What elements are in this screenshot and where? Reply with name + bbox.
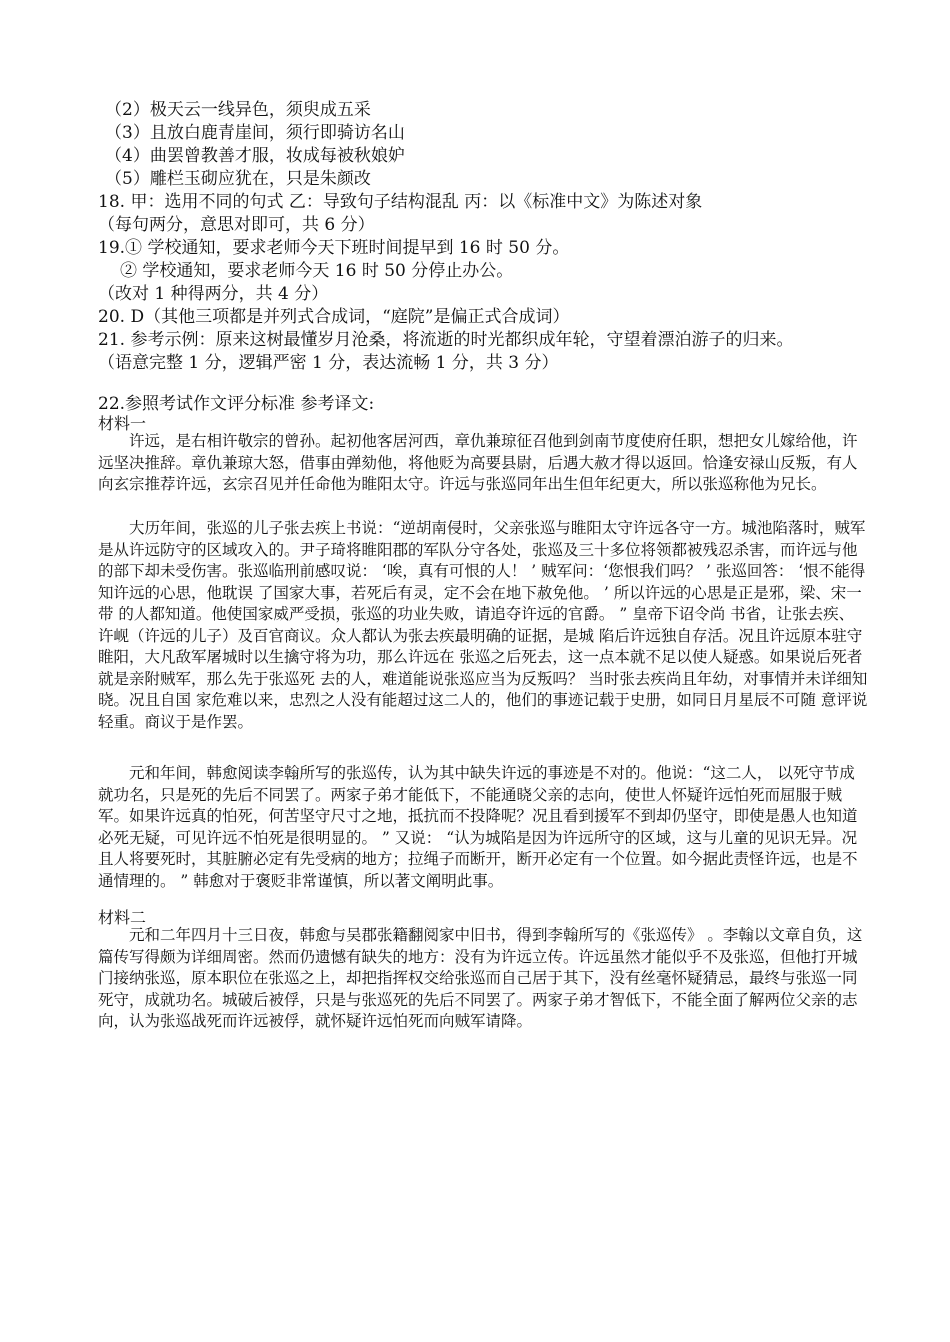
answer-22-heading: 22.参照考试作文评分标准 参考译文: [98,394,375,414]
answer-17-item-3: （3）且放白鹿青崖间，须行即骑访名山 [105,123,405,143]
material-1-paragraph-3: 元和年间，韩愈阅读李翰所写的张巡传，认为其中缺失许远的事迹是不对的。他说：“这二人， 以死守节成就功名，只是死的先后不同罢了。两家子弟才能低下，不能通晓父亲的志向，使世人怀疑许远怕死而屈服于贼军。如果许远真的怕死，何苦坚守尺寸之地，抵抗而不投降呢？况且看到援军不到却仍坚守，即使是愚人也知道必死无疑，可见许远不怕死是很明显的。 ” 又说： “认为城陷是因为许远所守的区域，这与儿童的见识无异。况且人将要死时，其脏腑必定有先受病的地方；拉绳子而断开，断开必定有一个位置。如今据此责怪许远，也是不通情理的。 ” 韩愈对于褒贬非常谨慎，所以著文阐明此事。 [98,764,858,890]
answer-17-item-4: （4）曲罢曾教善才服，妆成每被秋娘妒 [105,146,405,166]
answer-17-item-2: （2）极天云一线异色，须臾成五采 [105,100,371,120]
answer-19-option-2: ② 学校通知，要求老师今天 16 时 50 分停止办公。 [120,261,514,281]
answer-17-item-5: （5）雕栏玉砌应犹在，只是朱颜改 [105,169,371,189]
material-2-paragraph-1: 元和二年四月十三日夜，韩愈与吴郡张籍翻阅家中旧书，得到李翰所写的《张巡传》 。李翰以文章自负，这篇传写得颇为详细周密。然而仍遗憾有缺失的地方：没有为许远立传。许远虽然才能似乎不及张巡，但他打开城门接纳张巡，原本职位在张巡之上，却把指挥权交给张巡而自己居于其下，没有丝毫怀疑猜忌，最终与张巡一同死守，成就功名。城破后被俘，只是与张巡死的先后不同罢了。两家子弟才智低下，不能全面了解两位父亲的志向，认为张巡战死而许远被俘，就怀疑许远怕死而向贼军请降。 [98,926,863,1030]
answer-19-option-1: 19.① 学校通知，要求老师今天下班时间提早到 16 时 50 分。 [98,238,570,258]
material-1-paragraph-1: 许远，是右相许敬宗的曾孙。起初他客居河西，章仇兼琼征召他到剑南节度使府任职，想把女儿嫁给他，许远坚决推辞。章仇兼琼大怒，借事由弹劾他，将他贬为高要县尉，后遇大赦才得以返回。恰逢安禄山反叛，有人向玄宗推荐许远，玄宗召见并任命他为睢阳太守。许远与张巡同年出生但年纪更大，所以张巡称他为兄长。 [98,432,858,493]
answer-20: 20. D（其他三项都是并列式合成词，“庭院”是偏正式合成词） [98,307,570,327]
answer-18-score: （每句两分，意思对即可，共 6 分） [98,215,375,235]
answer-21-score: （语意完整 1 分，逻辑严密 1 分，表达流畅 1 分，共 3 分） [98,353,559,373]
answer-19-score: （改对 1 种得两分，共 4 分） [98,284,329,304]
material-1-label: 材料一 [98,414,147,433]
answer-21: 21. 参考示例：原来这树最懂岁月沧桑，将流逝的时光都织成年轮，守望着漂泊游子的归来。 [98,330,794,350]
material-2-label: 材料二 [98,908,147,927]
answer-18: 18. 甲：选用不同的句式 乙：导致句子结构混乱 丙：以《标准中文》为陈述对象 [98,192,703,212]
material-1-paragraph-2: 大历年间，张巡的儿子张去疾上书说：“逆胡南侵时，父亲张巡与睢阳太守许远各守一方。城池陷落时，贼军是从许远防守的区域攻入的。尹子琦将睢阳郡的军队分守各处，张巡及三十多位将领都被残忍杀害，而许远与他的部下却未受伤害。张巡临刑前感叹说： ‘唉，真有可恨的人！ ’ 贼军问：‘您恨我们吗？ ’ 张巡回答： ‘恨不能得知许远的心思，他耽误 了国家大事，若死后有灵，定不会在地下赦免他。 ’ 所以许远的心思是正是邪，梁、宋一带 的人都知道。他使国家威严受损，张巡的功业失败，请追夺许远的官爵。 ” 皇帝下诏令尚 书省，让张去疾、许岘（许远的儿子）及百官商议。众人都认为张去疾最明确的证据，是城 陷后许远独自存活。况且许远原本驻守睢阳，大凡敌军屠城时以生擒守将为功，那么许远在 张巡之后死去，这一点本就不足以使人疑惑。如果说后死者就是亲附贼军，那么先于张巡死 去的人，难道能说张巡应当为反叛吗？ 当时张去疾尚且年幼，对事情并未详细知晓。况且自国 家危难以来，忠烈之人没有能超过这二人的，他们的事迹记载于史册，如同日月星辰不可随 意评说轻重。商议于是作罢。 [98,519,868,731]
